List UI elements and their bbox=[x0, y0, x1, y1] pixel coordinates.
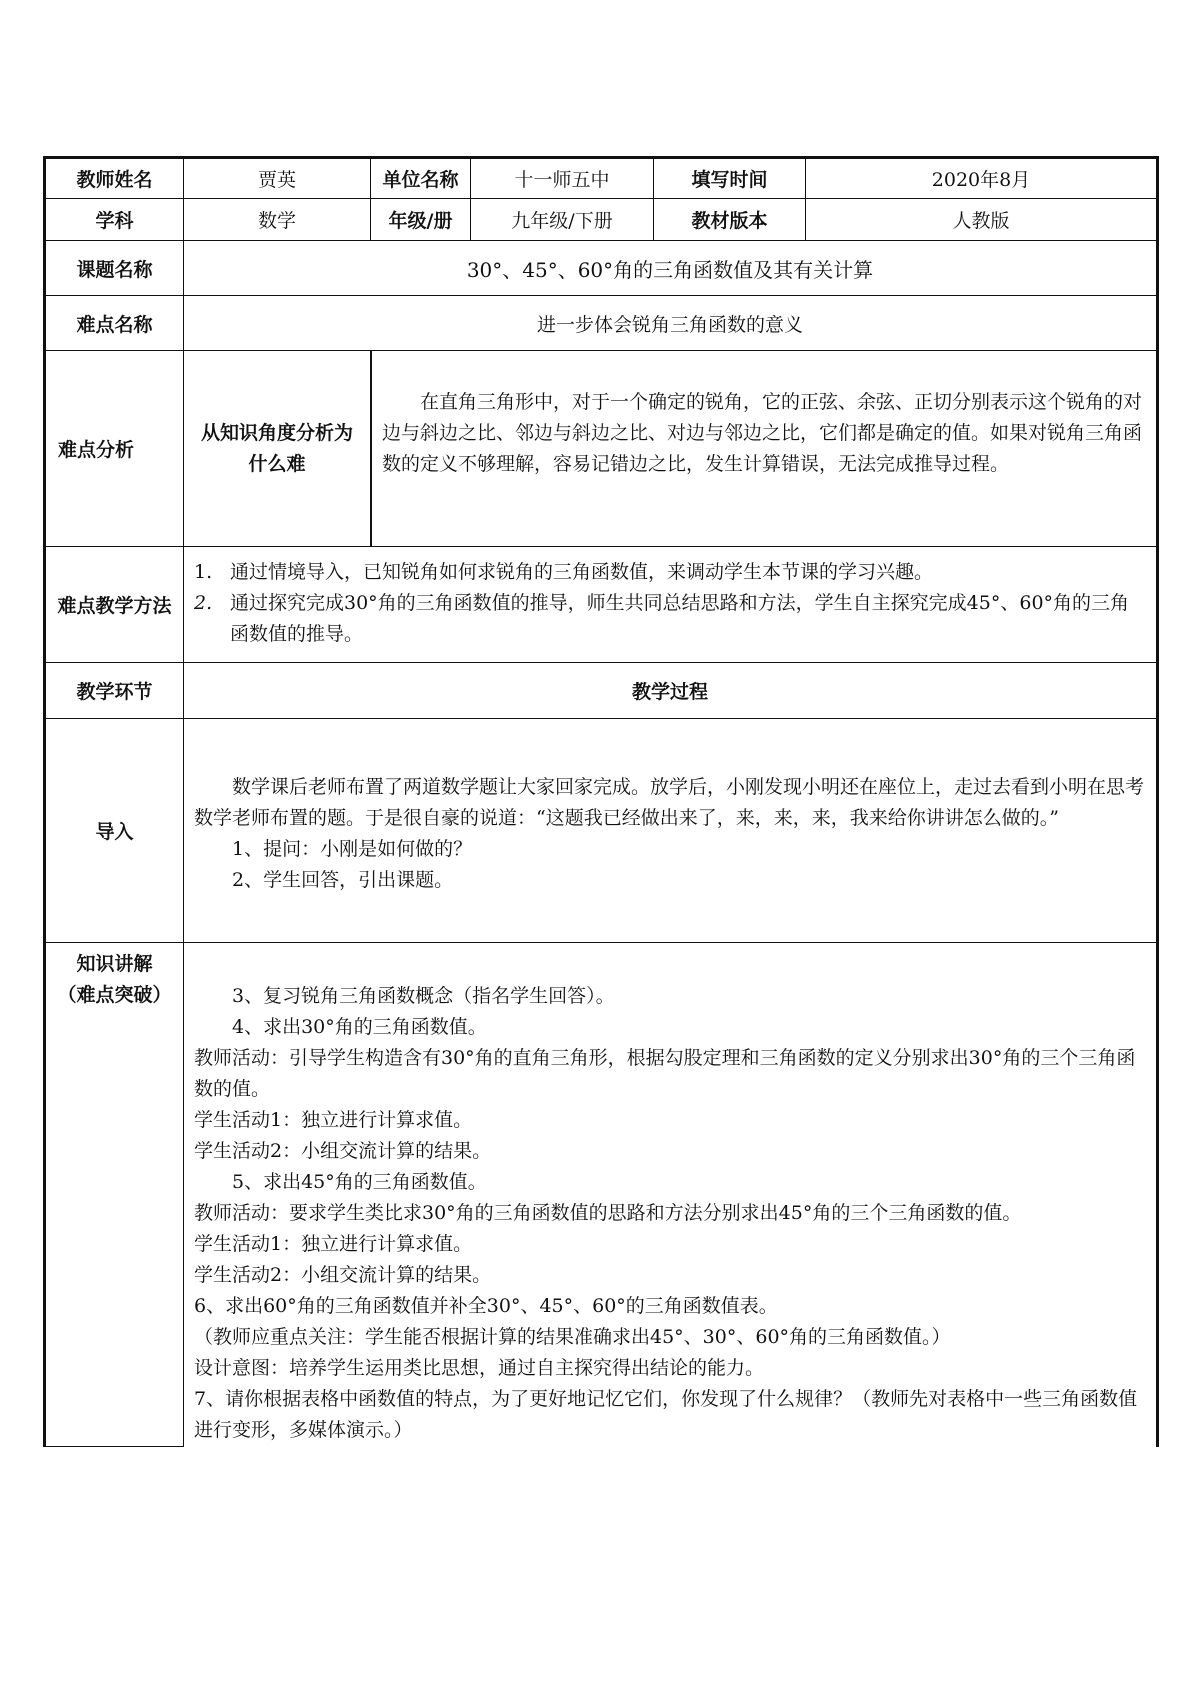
unit-name-label: 单位名称 bbox=[371, 158, 471, 199]
process-header-label: 教学过程 bbox=[184, 663, 1158, 719]
method-text: 通过情境导入，已知锐角如何求锐角的三角函数值，来调动学生本节课的学习兴趣。 bbox=[230, 561, 934, 583]
knowledge-cell bbox=[184, 943, 1158, 1447]
textbook-label: 教材版本 bbox=[654, 199, 806, 241]
method-item bbox=[184, 588, 1146, 650]
knowledge-label-line2: （难点突破） bbox=[57, 984, 172, 1006]
fill-time-value: 2020年8月 bbox=[806, 158, 1158, 199]
grade-value: 九年级/下册 bbox=[471, 199, 654, 241]
unit-name-value: 十一师五中 bbox=[471, 158, 654, 199]
knowledge-line: 教师活动：引导学生构造含有30°角的直角三角形，根据勾股定理和三角函数的定义分别求出30°角的三个三角函数的值。 bbox=[194, 1047, 1136, 1100]
analysis-text: 在直角三角形中，对于一个确定的锐角，它的正弦、余弦、正切分别表示这个锐角的对边与斜边之比、邻边与斜边之比、对边与邻边之比，它们都是确定的值。如果对锐角三角函数的定义不够理解，容易记错边之比，发生计算错误，无法完成推导过程。 bbox=[382, 391, 1143, 475]
knowledge-line: 设计意图：培养学生运用类比思想，通过自主探究得出结论的能力。 bbox=[194, 1357, 765, 1379]
knowledge-line: 6、求出60°角的三角函数值并补全30°、45°、60°的三角函数值表。 bbox=[194, 1295, 778, 1317]
intro-step-1: 1、提问：小刚是如何做的？ bbox=[232, 837, 473, 860]
subject-value: 数学 bbox=[184, 199, 371, 241]
method-item bbox=[184, 557, 1146, 588]
lesson-plan-table bbox=[43, 156, 1159, 1447]
difficulty-value: 进一步体会锐角三角函数的意义 bbox=[184, 296, 1158, 351]
topic-value: 30°、45°、60°角的三角函数值及其有关计算 bbox=[184, 241, 1158, 296]
knowledge-line: 学生活动2：小组交流计算的结果。 bbox=[194, 1140, 492, 1162]
grade-label: 年级/册 bbox=[371, 199, 471, 241]
knowledge-line: 7、请你根据表格中函数值的特点，为了更好地记忆它们，你发现了什么规律？（教师先对表格中一些三角函数值进行变形，多媒体演示。） bbox=[194, 1388, 1138, 1441]
method-number: 2. bbox=[194, 592, 213, 614]
subject-label: 学科 bbox=[45, 199, 184, 241]
analysis-inner bbox=[184, 351, 1156, 546]
knowledge-label-line1: 知识讲解 bbox=[76, 953, 153, 975]
knowledge-line: 学生活动1：独立进行计算求值。 bbox=[194, 1109, 473, 1131]
analysis-sublabel-box bbox=[184, 351, 372, 546]
knowledge-line: 学生活动2：小组交流计算的结果。 bbox=[194, 1264, 492, 1286]
textbook-value: 人教版 bbox=[806, 199, 1158, 241]
methods-cell bbox=[184, 547, 1158, 663]
analysis-text-box bbox=[372, 351, 1156, 546]
analysis-label: 难点分析 bbox=[45, 351, 184, 547]
method-text: 通过探究完成30°角的三角函数值的推导，师生共同总结思路和方法，学生自主探究完成45°、60°角的三角函数值的推导。 bbox=[230, 592, 1130, 645]
teacher-name-value: 贾英 bbox=[184, 158, 371, 199]
intro-paragraph: 数学课后老师布置了两道数学题让大家回家完成。放学后，小刚发现小明还在座位上，走过去看到小明在思考数学老师布置的题。于是很自豪的说道：“这题我已经做出来了，来，来，来，我来给你讲讲怎么做的。” bbox=[194, 775, 1145, 829]
knowledge-line: 4、求出30°角的三角函数值。 bbox=[232, 1016, 487, 1038]
knowledge-line: 教师活动：要求学生类比求30°角的三角函数值的思路和方法分别求出45°角的三个三角函数的值。 bbox=[194, 1202, 1022, 1224]
intro-step-2: 2、学生回答，引出课题。 bbox=[232, 868, 454, 891]
stage-header-label: 教学环节 bbox=[45, 663, 184, 719]
analysis-cell bbox=[184, 351, 1158, 547]
difficulty-label: 难点名称 bbox=[45, 296, 184, 351]
knowledge-line: 3、复习锐角三角函数概念（指名学生回答）。 bbox=[232, 985, 615, 1007]
knowledge-line: 学生活动1：独立进行计算求值。 bbox=[194, 1233, 473, 1255]
methods-list bbox=[184, 557, 1146, 650]
intro-label: 导入 bbox=[45, 719, 184, 943]
knowledge-line: （教师应重点关注：学生能否根据计算的结果准确求出45°、30°、60°角的三角函数值。） bbox=[194, 1326, 951, 1348]
topic-label: 课题名称 bbox=[45, 241, 184, 296]
analysis-sub-label: 从知识角度分析为什么难 bbox=[200, 421, 353, 475]
intro-cell bbox=[184, 719, 1158, 943]
knowledge-line: 5、求出45°角的三角函数值。 bbox=[232, 1171, 487, 1193]
teacher-name-label: 教师姓名 bbox=[45, 158, 184, 199]
fill-time-label: 填写时间 bbox=[654, 158, 806, 199]
method-number: 1. bbox=[194, 561, 213, 583]
methods-label: 难点教学方法 bbox=[45, 547, 184, 663]
knowledge-label-cell bbox=[45, 943, 184, 1447]
